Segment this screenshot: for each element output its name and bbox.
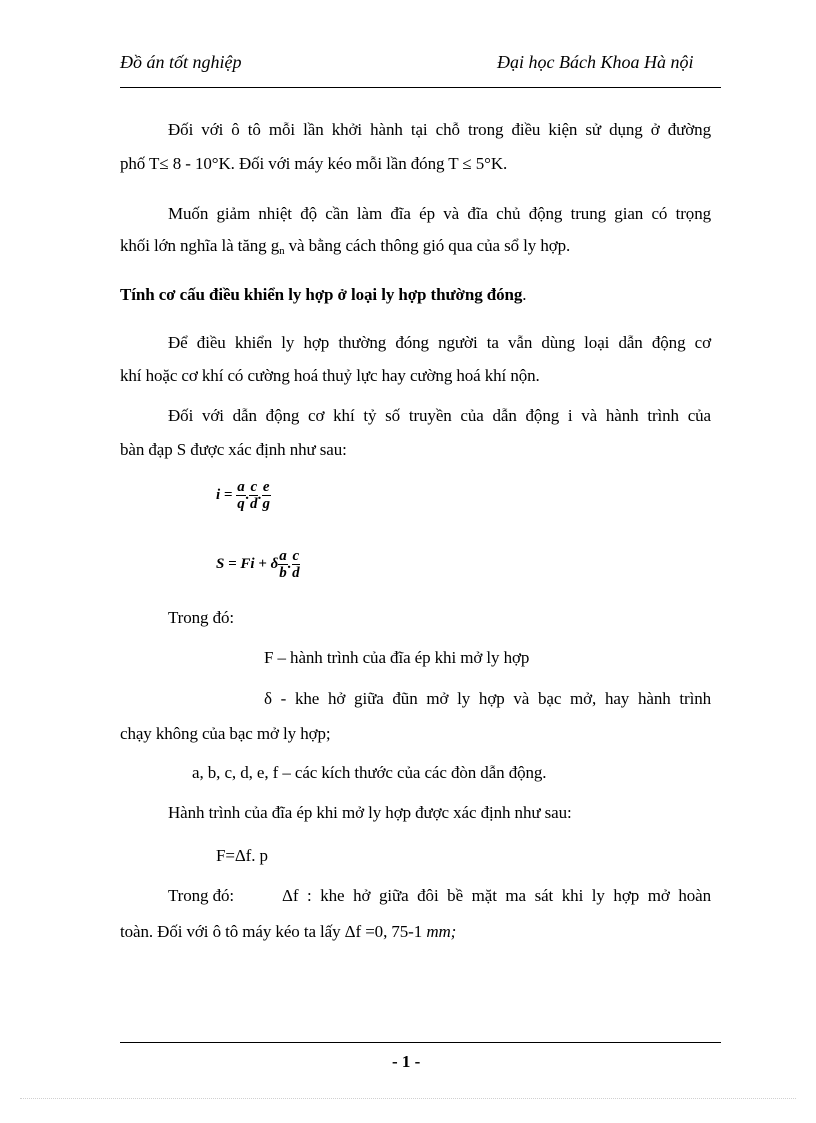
page-edge-divider [20, 1098, 796, 1099]
paragraph-2-line-1: Muốn giảm nhiệt độ cần làm đĩa ép và đĩa chủ động trung gian có trọng [168, 204, 711, 223]
paragraph-2-line-2: khối lớn nghĩa là tăng $g_n$ và bằng cách thông gió qua của sổ ly hợp. [120, 236, 571, 257]
definition-letters: a, b, c, d, e, f – các kích thước của các đòn dẫn động. [192, 763, 547, 782]
paragraph-1-line-2: phố T≤ 8 - 10°K. Đối với máy kéo mỗi lần đóng T ≤ 5°K. [120, 154, 508, 173]
footer-rule [120, 1042, 721, 1043]
paragraph-4-line-1: Đối với dẫn động cơ khí tỷ số truyền của dẫn động i và hành trình của [168, 406, 711, 425]
equation-transmission-ratio: i = $\frac{a}{q}$ . $\frac{c}{d}$ . $\frac{e}{g}$ [216, 479, 270, 512]
where-label-1: Trong đó: [168, 608, 235, 627]
paragraph-4-line-2: bàn đạp S được xác định như sau: [120, 440, 347, 459]
section-heading: Tính cơ cấu điều khiển ly hợp ở loại ly hợp thường đóng. [120, 285, 527, 304]
paragraph-5: Hành trình của đĩa ép khi mở ly hợp được xác định như sau: [168, 803, 572, 822]
paragraph-1-line-1: Đối với ô tô mỗi lần khởi hành tại chỗ trong điều kiện sử dụng ở đường [168, 120, 711, 139]
definition-delta-f-line-1: Δf : khe hở giữa đôi bề mặt ma sát khi ly hợp mở hoàn [282, 886, 711, 905]
definition-F: F – hành trình của đĩa ép khi mở ly hợp [264, 648, 530, 667]
where-label-2: Trong đó: [168, 886, 235, 905]
definition-delta-line-1: δ - khe hở giữa đũn mở ly hợp và bạc mở, hay hành trình [264, 689, 711, 708]
equation-pedal-travel: S = Fi + δ $\frac{a}{b}$ . $\frac{c}{d}$ [216, 548, 300, 581]
paragraph-3-line-1: Để điều khiển ly hợp thường đóng người ta vẫn dùng loại dẫn động cơ [168, 333, 711, 352]
header-left-title: Đồ án tốt nghiệp [120, 52, 242, 72]
header-rule [120, 87, 721, 88]
formula-F: F=Δf. p [216, 846, 268, 865]
paragraph-3-line-2: khí hoặc cơ khí có cường hoá thuỷ lực hay cường hoá khí nộn. [120, 366, 540, 385]
header-right-title: Đại học Bách Khoa Hà nội [497, 52, 694, 72]
definition-delta-f-line-2: toàn. Đối với ô tô máy kéo ta lấy Δf =0, 75-1 mm; [120, 922, 457, 941]
definition-delta-line-2: chạy không của bạc mở ly hợp; [120, 724, 331, 743]
page-number: - 1 - [392, 1052, 421, 1071]
